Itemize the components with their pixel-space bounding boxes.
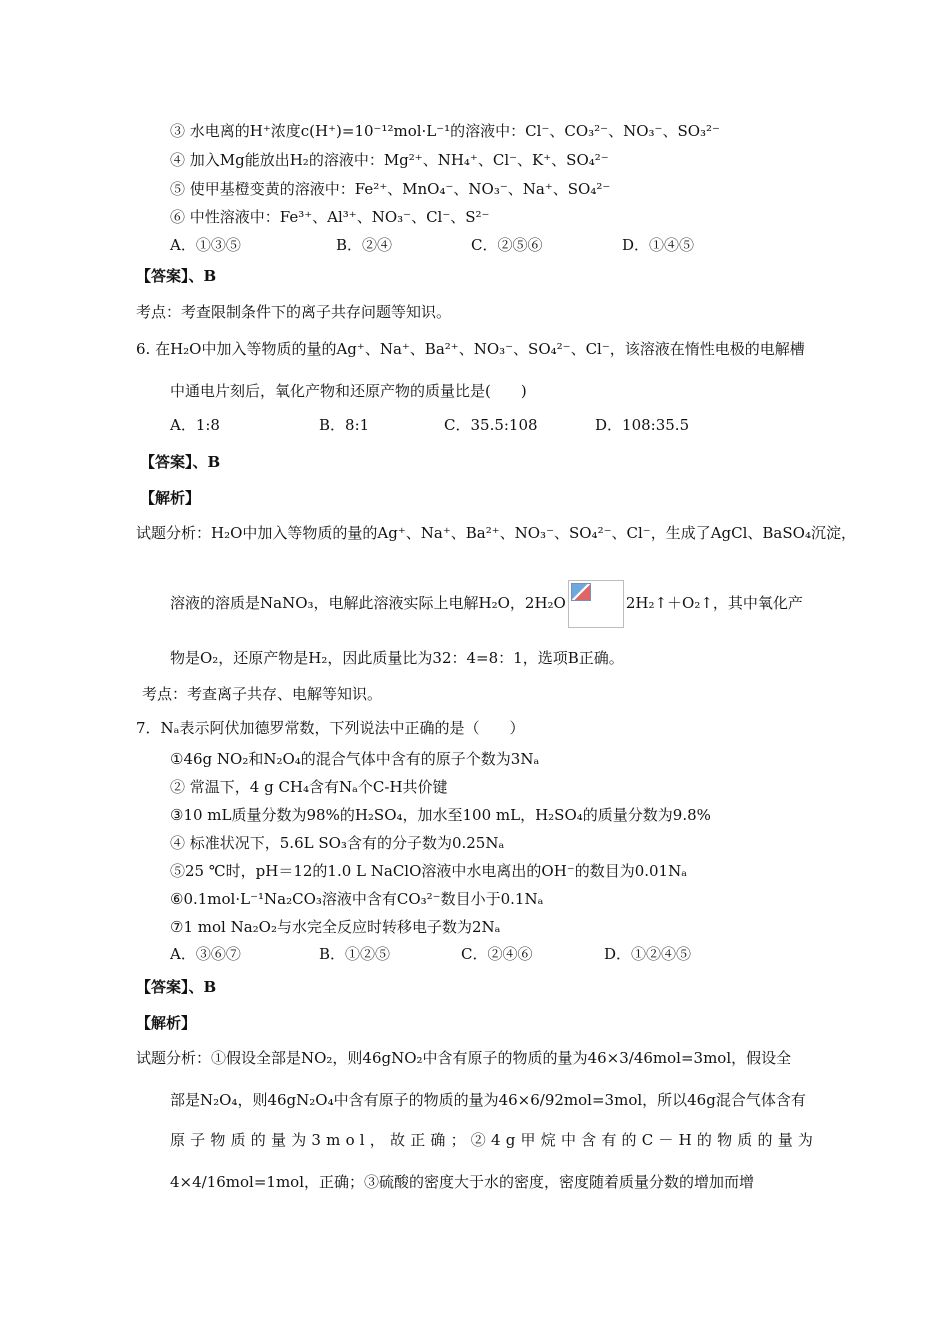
q7-item-4: ④ 标准状况下，5.6L SO₃含有的分子数为0.25Nₐ [170,834,505,852]
q7-analysis-line-3: 原子物质的量为3mol，故正确；②4g甲烷中含有的C－H的物质的量为 [170,1131,819,1149]
q6-option-b: B．8:1 [319,416,370,434]
q5-option-b: B．②④ [336,236,393,254]
q6-analysis-line-1: 试题分析：H₂O中加入等物质的量的Ag⁺、Na⁺、Ba²⁺、NO₃⁻、SO₄²⁻、Cl⁻，生成了AgCl、BaSO₄沉淀， [136,524,856,542]
q6-answer: 【答案】、B [140,453,221,471]
q7-analysis-line-4: 4×4/16mol=1mol，正确；③硫酸的密度大于水的密度，密度随着质量分数的增加而增 [170,1173,755,1191]
q7-option-a: A．③⑥⑦ [170,945,241,963]
q5-answer: 【答案】、B [136,267,217,285]
q7-item-6: ⑥0.1mol·L⁻¹Na₂CO₃溶液中含有CO₃²⁻数目小于0.1Nₐ [170,890,544,908]
q5-option-a: A．①③⑤ [170,236,241,254]
q6-analysis-line-3: 物是O₂，还原产物是H₂，因此质量比为32：4=8：1，选项B正确。 [170,649,624,667]
q7-item-7: ⑦1 mol Na₂O₂与水完全反应时转移电子数为2Nₐ [170,918,501,936]
q7-option-c: C．②④⑥ [461,945,533,963]
q5-item-6: ⑥ 中性溶液中：Fe³⁺、Al³⁺、NO₃⁻、Cl⁻、S²⁻ [170,208,490,226]
q6-stem-line-1: 6. 在H₂O中加入等物质的量的Ag⁺、Na⁺、Ba²⁺、NO₃⁻、SO₄²⁻、Cl⁻，该溶液在惰性电极的电解槽 [136,340,805,358]
q7-item-1: ①46g NO₂和N₂O₄的混合气体中含有的原子个数为3Nₐ [170,750,540,768]
q6-analysis-line-2-text-a: 溶液的溶质是NaNO₃，电解此溶液实际上电解H₂O，2H₂O [170,594,566,612]
q7-jiexi-heading: 【解析】 [136,1014,197,1032]
q6-jiexi-heading: 【解析】 [140,489,201,507]
q7-stem: 7．Nₐ表示阿伏加德罗常数，下列说法中正确的是（ ） [136,719,525,737]
q6-analysis-line-2 [170,580,803,628]
q7-option-d: D．①②④⑤ [604,945,692,963]
q6-option-a: A．1:8 [170,416,220,434]
q6-option-d: D．108:35.5 [595,416,690,434]
q6-analysis-line-2-text-b: 2H₂↑＋O₂↑，其中氧化产 [625,594,803,612]
q5-item-5: ⑤ 使甲基橙变黄的溶液中：Fe²⁺、MnO₄⁻、NO₃⁻、Na⁺、SO₄²⁻ [170,180,611,198]
q5-item-3: ③ 水电离的H⁺浓度c(H⁺)=10⁻¹²mol·L⁻¹的溶液中：Cl⁻、CO₃²⁻、NO₃⁻、SO₃²⁻ [170,122,720,140]
q5-option-d: D．①④⑤ [622,236,695,254]
broken-image-icon [571,583,591,601]
q6-kaodian: 考点：考查离子共存、电解等知识。 [142,685,383,703]
equation-image-placeholder [568,580,624,628]
q5-item-4: ④ 加入Mg能放出H₂的溶液中：Mg²⁺、NH₄⁺、Cl⁻、K⁺、SO₄²⁻ [170,151,609,169]
q5-kaodian: 考点：考查限制条件下的离子共存问题等知识。 [136,303,452,321]
q7-analysis-line-1: 试题分析：①假设全部是NO₂，则46gNO₂中含有原子的物质的量为46×3/46mol=3mol，假设全 [136,1049,792,1067]
q7-answer: 【答案】、B [136,978,217,996]
q7-item-2: ② 常温下，4 g CH₄含有Nₐ个C-H共价键 [170,778,448,796]
q6-option-c: C．35.5:108 [444,416,538,434]
q7-item-3: ③10 mL质量分数为98%的H₂SO₄，加水至100 mL，H₂SO₄的质量分数为9.8% [170,806,711,824]
q7-item-5: ⑤25 ℃时，pH＝12的1.0 L NaClO溶液中水电离出的OH⁻的数目为0.01Nₐ [170,862,688,880]
q7-analysis-line-2: 部是N₂O₄，则46gN₂O₄中含有原子的物质的量为46×6/92mol=3mol，所以46g混合气体含有 [170,1091,806,1109]
q6-stem-line-2: 中通电片刻后，氧化产物和还原产物的质量比是( ) [170,382,527,400]
q7-option-b: B．①②⑤ [319,945,391,963]
q5-option-c: C．②⑤⑥ [471,236,543,254]
